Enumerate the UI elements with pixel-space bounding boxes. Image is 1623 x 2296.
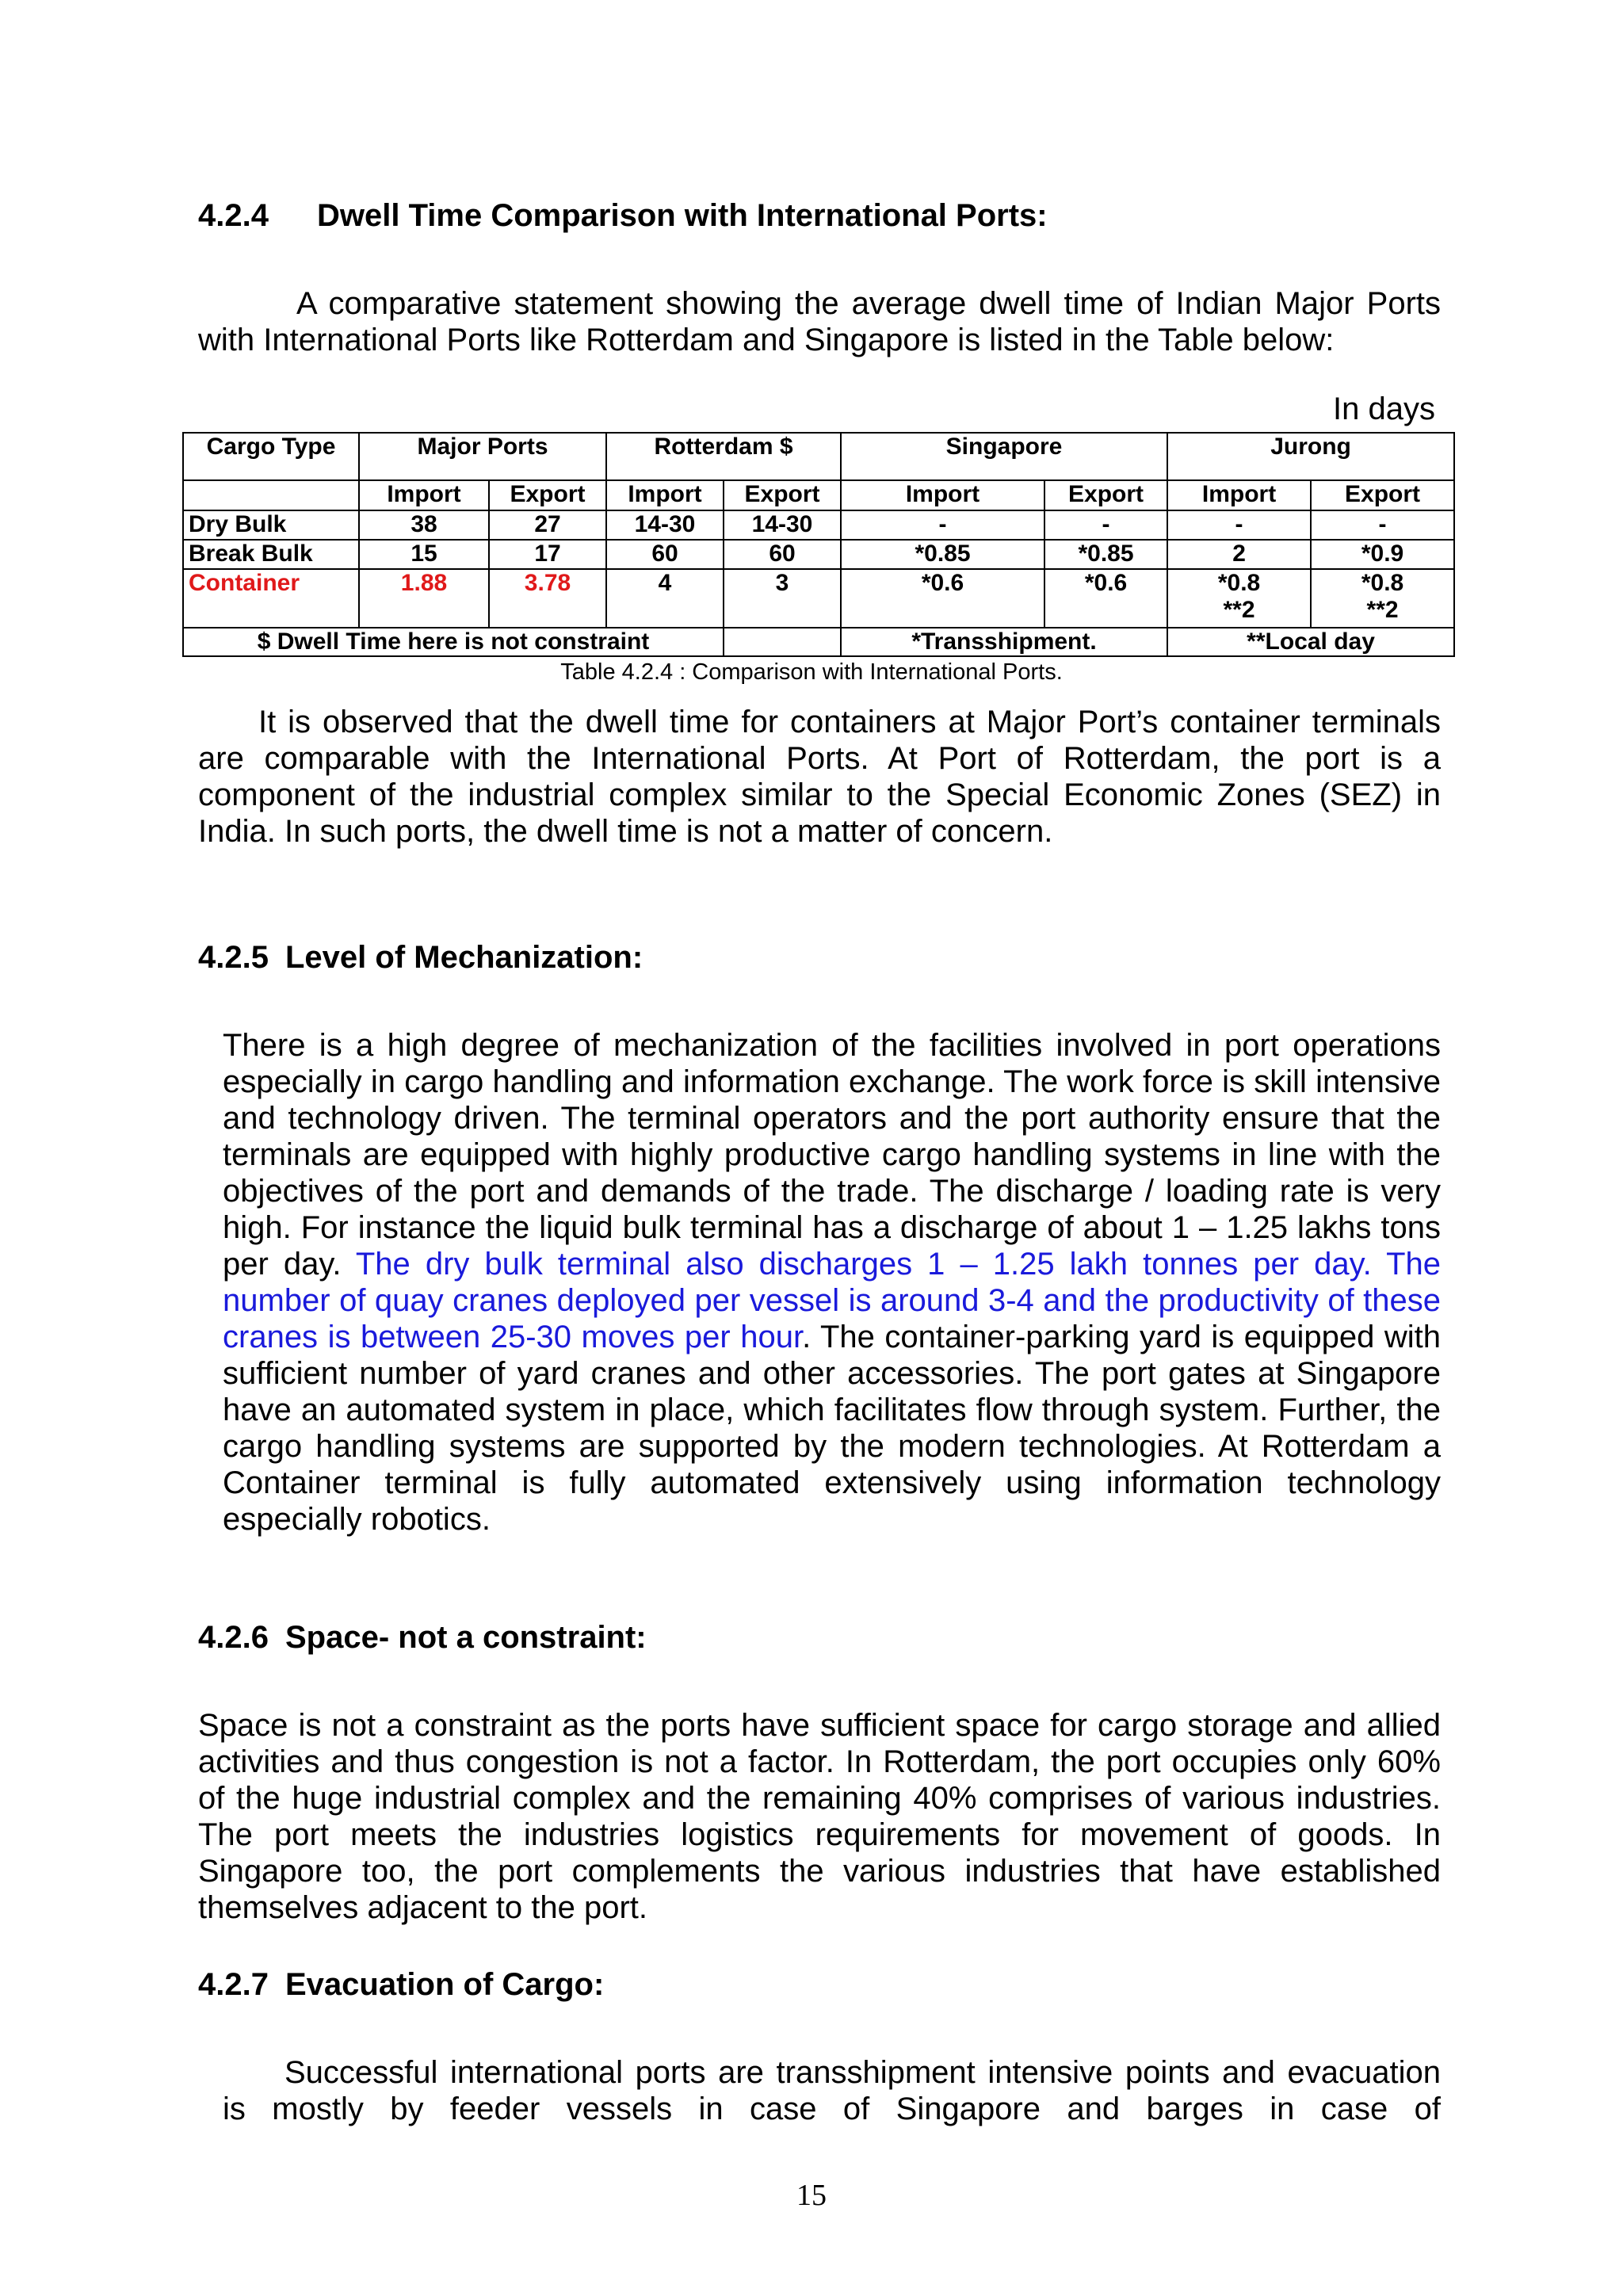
section-title: Evacuation of Cargo:: [285, 1967, 605, 2002]
mechanization-highlight: The dry bulk terminal also discharges 1 – 1.25 lakh tonnes per day. The number of quay cranes deployed per vessel is around 3-4 and the productivity of these cranes is between 25-30 moves per hour: [223, 1247, 1442, 1354]
footnote-empty: [724, 628, 841, 656]
table-cell: *0.85: [841, 540, 1044, 569]
section-number: 4.2.7: [198, 1967, 269, 2002]
cell-value-local: **2: [1223, 597, 1255, 623]
section-number: 4.2.6: [198, 1620, 269, 1655]
table-cell: 15: [359, 540, 489, 569]
observation-paragraph: It is observed that the dwell time for containers at Major Port’s container terminals are comparable with the International Ports. At Port of Rotterdam, the port is a component of the industrial complex similar to the Special Economic Zones (SEZ) in India. In such ports, the dwell time is not a matter of concern.: [198, 705, 1441, 849]
table-cell: 2: [1167, 540, 1311, 569]
footnote-transshipment: *Transshipment.: [841, 628, 1167, 656]
table-cell: 1.88: [359, 569, 489, 628]
section-heading-4-2-4: [198, 198, 1048, 234]
section-title: Space- not a constraint:: [285, 1620, 647, 1655]
subheader-import: Import: [359, 480, 489, 510]
table-cell: *0.85: [1044, 540, 1167, 569]
cell-value-local: **2: [1366, 597, 1399, 623]
header-rotterdam: Rotterdam $: [606, 433, 841, 480]
cell-value: *0.8: [1217, 570, 1261, 596]
table-cell: 60: [606, 540, 724, 569]
table-caption: Table 4.2.4 : Comparison with International Ports.: [560, 659, 1063, 685]
section-title: Level of Mechanization:: [285, 940, 643, 975]
table-cell: -: [1044, 510, 1167, 540]
table-cell: 38: [359, 510, 489, 540]
header-jurong: Jurong: [1167, 433, 1454, 480]
subheader-import: Import: [1167, 480, 1311, 510]
row-label: Container: [183, 569, 359, 628]
section-heading-4-2-7: [198, 1967, 604, 2003]
table-cell: *0.6: [841, 569, 1044, 628]
intro-paragraph: A comparative statement showing the average dwell time of Indian Major Ports with International Ports like Rotterdam and Singapore is listed in the Table below:: [198, 286, 1441, 357]
subheader-import: Import: [606, 480, 724, 510]
table-row-break-bulk: [183, 540, 1454, 569]
section-number: 4.2.5: [198, 940, 269, 975]
table-row-dry-bulk: [183, 510, 1454, 540]
table-cell: 14-30: [606, 510, 724, 540]
space-paragraph: Space is not a constraint as the ports have sufficient space for cargo storage and allied activities and thus congestion is not a factor. In Rotterdam, the port occupies only 60% of the huge industrial complex and the remaining 40% comprises of various industries. The port meets the industries logistics requirements for movement of goods. In Singapore too, the port complements the various industries that have established themselves adjacent to the port.: [198, 1708, 1441, 1925]
table-cell: 60: [724, 540, 841, 569]
section-number: 4.2.4: [198, 198, 269, 233]
header-singapore: Singapore: [841, 433, 1167, 480]
table-row-container: [183, 569, 1454, 628]
mechanization-text-continued: . The container-parking yard is equipped with sufficient number of yard cranes and other accessories. The port gates at Singapore have an automated system in place, which facilitates flow through system. Further, the cargo handling systems are supported by the modern technologies. At Rotterdam a Container terminal is fully automated extensively using information technology especially robotics.: [223, 1320, 1442, 1537]
subheader-export: Export: [489, 480, 606, 510]
subheader-export: Export: [1044, 480, 1167, 510]
row-label: Dry Bulk: [183, 510, 359, 540]
table-cell: -: [841, 510, 1044, 540]
table-cell: *0.6: [1044, 569, 1167, 628]
table-units: In days: [1333, 392, 1435, 426]
subheader-export: Export: [724, 480, 841, 510]
table-header-row: [183, 433, 1454, 480]
subheader-export: Export: [1311, 480, 1454, 510]
table-cell: 14-30: [724, 510, 841, 540]
table-cell: -: [1311, 510, 1454, 540]
table-subheader-row: [183, 480, 1454, 510]
table-footer-row: [183, 628, 1454, 656]
dwell-time-table: [182, 432, 1455, 657]
table-cell: 3.78: [489, 569, 606, 628]
section-heading-4-2-6: [198, 1620, 647, 1656]
table-cell: [1167, 569, 1311, 628]
subheader-empty: [183, 480, 359, 510]
row-label: Break Bulk: [183, 540, 359, 569]
footnote-local-day: **Local day: [1167, 628, 1454, 656]
section-title: Dwell Time Comparison with International Ports:: [317, 198, 1048, 233]
table-cell: -: [1167, 510, 1311, 540]
table-cell: 4: [606, 569, 724, 628]
subheader-import: Import: [841, 480, 1044, 510]
table-cell: 3: [724, 569, 841, 628]
header-major-ports: Major Ports: [359, 433, 606, 480]
mechanization-text: There is a high degree of mechanization of the facilities involved in port operations especially in cargo handling and information exchange. The work force is skill intensive and technology driven. The terminal operators and the port authority ensure that the terminals are equipped with highly productive cargo handling systems in line with the objectives of the port and demands of the trade. The discharge / loading rate is very high. For instance the liquid bulk terminal has a discharge of about 1 – 1.25 lakhs tons per day.: [223, 1028, 1441, 1282]
section-heading-4-2-5: [198, 940, 643, 976]
cell-value: *0.8: [1361, 570, 1404, 596]
footnote-dwell: $ Dwell Time here is not constraint: [183, 628, 724, 656]
table-cell: [1311, 569, 1454, 628]
mechanization-paragraph: [223, 1027, 1441, 1538]
evacuation-paragraph: Successful international ports are transshipment intensive points and evacuation is mostly by feeder vessels in case of Singapore and barges in case of: [223, 2055, 1441, 2126]
table-cell: *0.9: [1311, 540, 1454, 569]
table-cell: 17: [489, 540, 606, 569]
header-cargo-type: Cargo Type: [183, 433, 359, 480]
page-number: 15: [796, 2179, 827, 2212]
table-cell: 27: [489, 510, 606, 540]
